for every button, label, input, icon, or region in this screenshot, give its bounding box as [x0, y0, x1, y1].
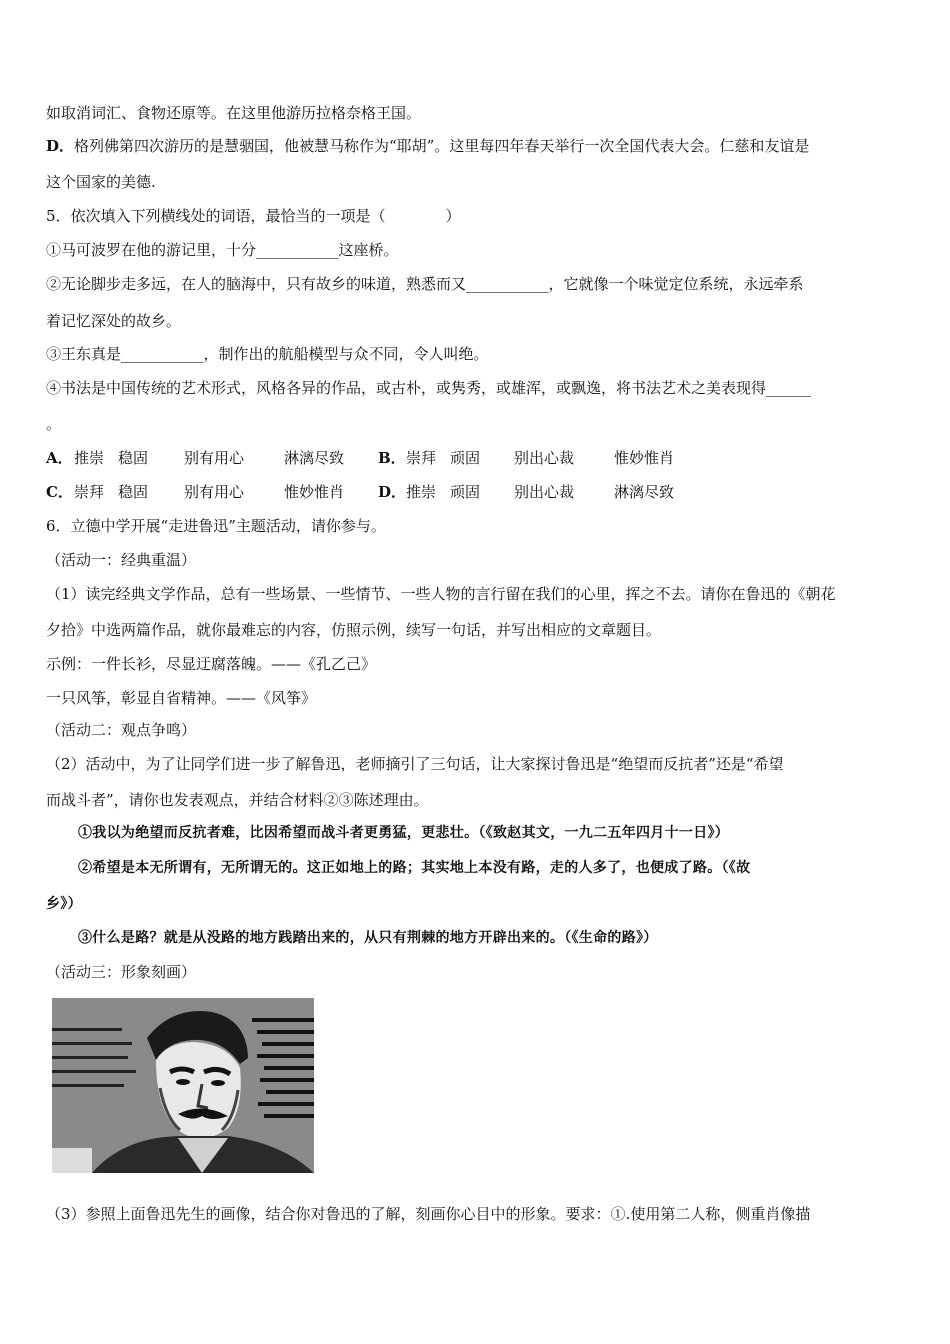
option-d-label: D．: [378, 483, 407, 501]
quote-1: ①我以为绝望而反抗者难，比因希望而战斗者更勇猛，更悲壮。（《致赵其文，一九二五年四月十一日》）: [78, 825, 730, 841]
quote-3: ③什么是路？就是从没路的地方践踏出来的，从只有荆棘的地方开辟出来的。（《生命的路》）: [78, 930, 658, 946]
activity-2-heading: （活动二：观点争鸣）: [46, 721, 197, 739]
activity-1-heading: （活动一：经典重温）: [46, 551, 197, 569]
activity-2-prompt: （2）活动中，为了让同学们进一步了解鲁迅，老师摘引了三句话，让大家探讨鲁迅是“绝望而反抗者”还是“希望: [46, 755, 784, 773]
option-c-word-1: 崇拜: [74, 483, 105, 501]
option-d-word-2: 顽固: [450, 483, 481, 501]
activity-1-prompt: （1）读完经典文学作品，总有一些场景、一些情节、一些人物的言行留在我们的心里，挥之不去。请你在鲁迅的《朝花: [46, 585, 836, 603]
text-line: 如取消词汇、食物还原等。在这里他游历拉格奈格王国。: [46, 104, 422, 122]
option-b-word-3: 别出心裁: [514, 449, 575, 467]
option-c-label: C．: [46, 483, 73, 501]
option-b-word-2: 顽固: [450, 449, 481, 467]
option-a-label: A．: [46, 449, 73, 467]
example-line-2: 一只风筝，彰显自省精神。——《风筝》: [46, 689, 317, 707]
option-d-word-3: 别出心裁: [514, 483, 575, 501]
activity-3-heading: （活动三：形象刻画）: [46, 963, 197, 981]
quote-2-cont: 乡》）: [46, 896, 82, 912]
example-line-1: 示例：一件长衫，尽显迂腐落魄。——《孔乙己》: [46, 655, 377, 673]
question-5-item-3: ③王东真是___________，制作出的航船模型与众不同，令人叫绝。: [46, 345, 489, 363]
option-c-word-2: 稳固: [118, 483, 149, 501]
question-5-item-2-cont: 着记忆深处的故乡。: [46, 312, 182, 330]
quote-2: ②希望是本无所谓有，无所谓无的。这正如地上的路；其实地上本没有路，走的人多了，也便成了路。（《故: [78, 860, 751, 876]
activity-1-prompt-cont: 夕拾》中选两篇作品，就你最难忘的内容，仿照示例，续写一句话，并写出相应的文章题目。: [46, 621, 662, 639]
option-d-word-4: 淋漓尽致: [614, 483, 675, 501]
option-c-word-3: 别有用心: [184, 483, 245, 501]
activity-3-prompt: （3）参照上面鲁迅先生的画像，结合你对鲁迅的了解，刻画你心目中的形象。要求：①.使用第二人称，侧重肖像描: [46, 1205, 811, 1223]
option-d-word-1: 推崇: [406, 483, 437, 501]
lu-xun-portrait: [52, 998, 314, 1173]
question-5-item-4-cont: 。: [46, 415, 62, 433]
option-a-word-4: 淋漓尽致: [284, 449, 345, 467]
text-line: 这个国家的美德.: [46, 173, 156, 191]
option-c-word-4: 惟妙惟肖: [284, 483, 345, 501]
question-6: 6．立德中学开展“走进鲁迅”主题活动，请你参与。: [46, 517, 386, 535]
option-b-word-4: 惟妙惟肖: [614, 449, 675, 467]
question-5-item-2: ②无论脚步走多远，在人的脑海中，只有故乡的味道，熟悉而又___________，它就像一个味觉定位系统，永远牵系: [46, 275, 804, 293]
question-5-item-1: ①马可波罗在他的游记里，十分___________这座桥。: [46, 241, 399, 259]
option-text: 格列佛第四次游历的是慧骃国，他被慧马称作为“耶胡”。这里每四年春天举行一次全国代表大会。仁慈和友谊是: [74, 137, 810, 155]
portrait-woodcut-image: [52, 998, 314, 1173]
option-a-word-2: 稳固: [118, 449, 149, 467]
activity-2-prompt-cont: 而战斗者”，请你也发表观点，并结合材料②③陈述理由。: [46, 791, 429, 809]
option-d-line: [46, 136, 906, 156]
option-label: D．: [46, 137, 75, 155]
question-5-item-4: ④书法是中国传统的艺术形式，风格各异的作品，或古朴，或隽秀，或雄浑，或飘逸，将书法艺术之美表现得______: [46, 379, 812, 397]
option-a-word-3: 别有用心: [184, 449, 245, 467]
option-b-word-1: 崇拜: [406, 449, 437, 467]
option-a-word-1: 推崇: [74, 449, 105, 467]
question-5: 5．依次填入下列横线处的词语，最恰当的一项是（ ）: [46, 207, 461, 225]
option-b-label: B．: [378, 449, 406, 467]
